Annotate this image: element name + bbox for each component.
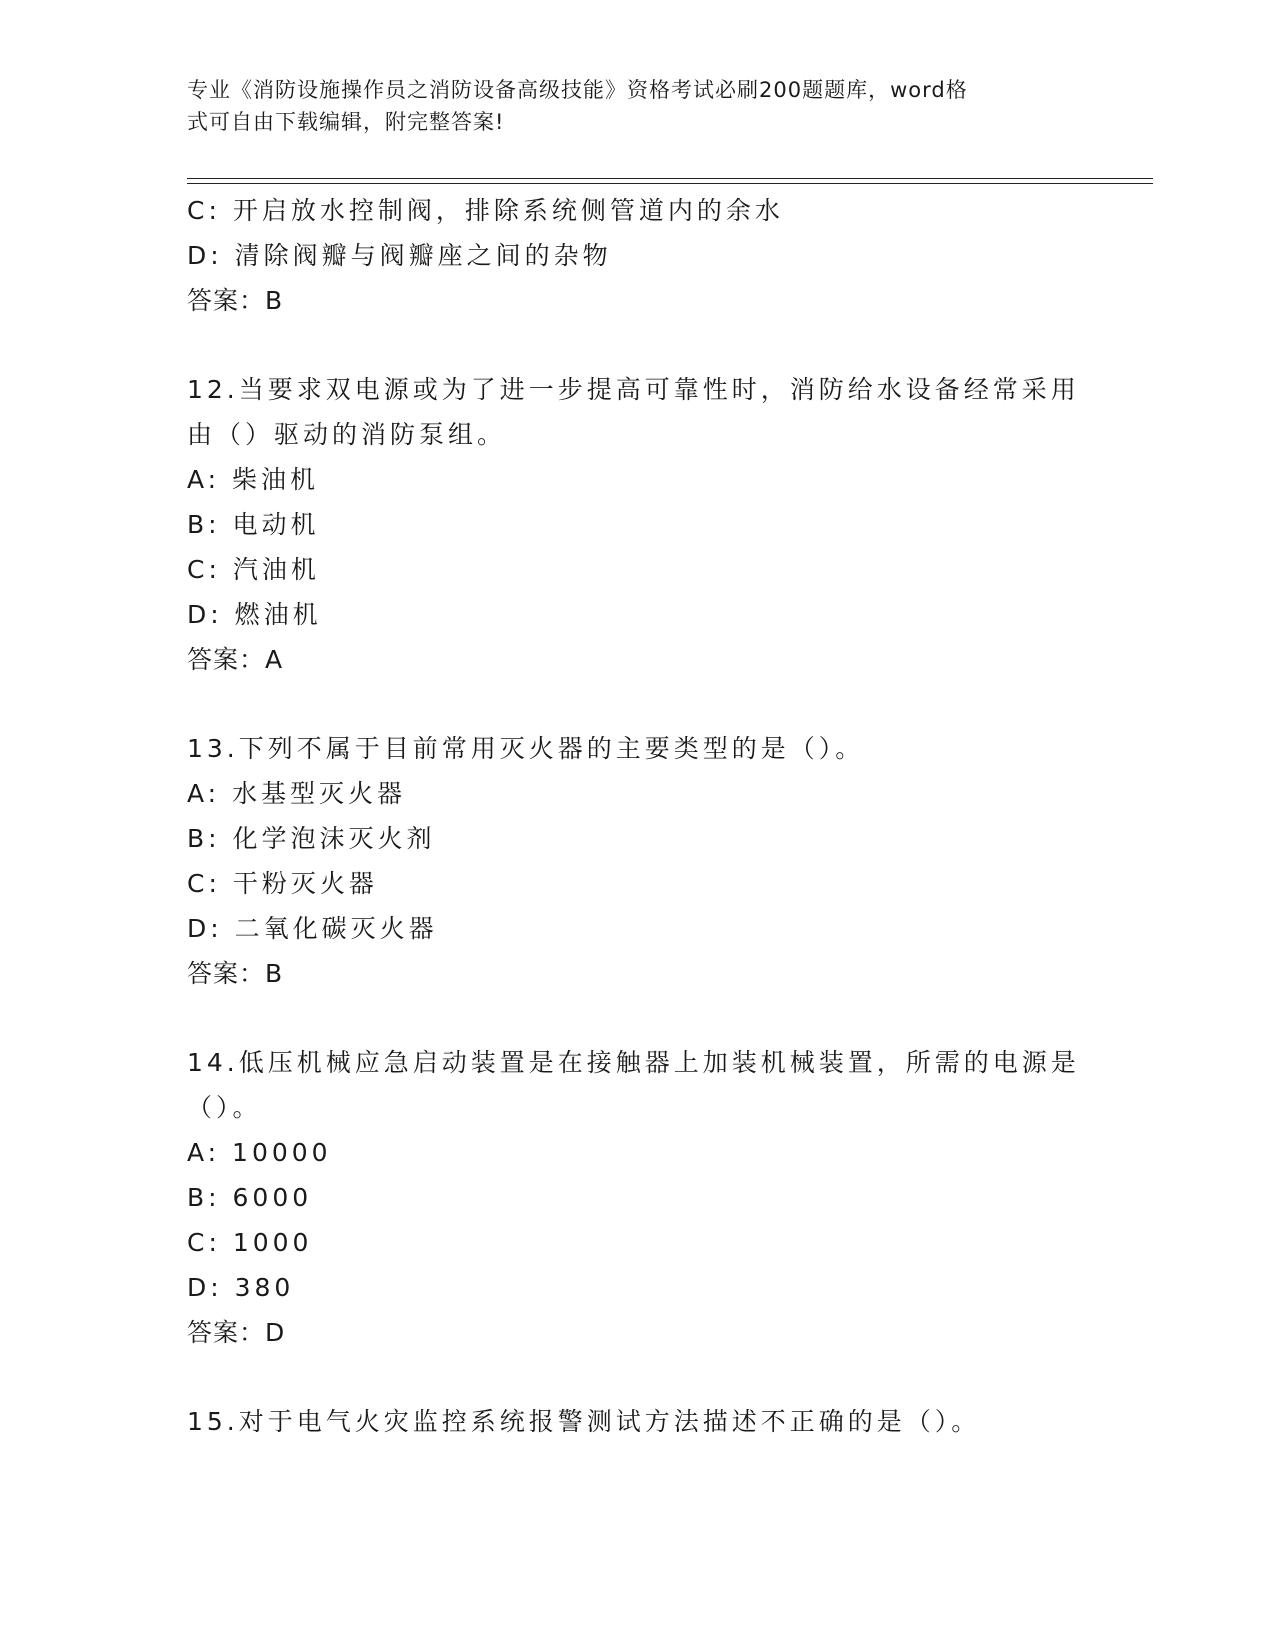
q14-option-b: B: 6000	[187, 1183, 313, 1212]
q12-stem-line-2: 由（）驱动的消防泵组。	[187, 420, 507, 449]
header-divider-top	[187, 178, 1153, 179]
q13-option-a: A: 水基型灭火器	[187, 779, 407, 808]
q14-option-a: A: 10000	[187, 1138, 332, 1167]
q14-stem-line-2: （）。	[187, 1093, 262, 1122]
q12-stem-line-1: 12.当要求双电源或为了进一步提高可靠性时，消防给水设备经常采用	[187, 375, 1080, 404]
q15-stem-line-1: 15.对于电气火灾监控系统报警测试方法描述不正确的是（）。	[187, 1407, 981, 1436]
q12-option-a: A: 柴油机	[187, 465, 320, 494]
q13-stem-line-1: 13.下列不属于目前常用灭火器的主要类型的是（）。	[187, 734, 865, 763]
q12-option-c: C: 汽油机	[187, 555, 320, 584]
document-header	[187, 74, 1077, 138]
q12-answer: 答案：A	[187, 645, 284, 674]
q12-option-d: D: 燃油机	[187, 600, 322, 629]
header-divider-bottom	[187, 183, 1153, 184]
q14-option-d: D: 380	[187, 1273, 295, 1302]
q14-answer: 答案：D	[187, 1318, 286, 1347]
prev-option-d: D: 清除阀瓣与阀瓣座之间的杂物	[187, 241, 612, 270]
q13-option-d: D: 二氧化碳灭火器	[187, 914, 438, 943]
q13-option-c: C: 干粉灭火器	[187, 869, 378, 898]
q12-option-b: B: 电动机	[187, 510, 320, 539]
q14-option-c: C: 1000	[187, 1228, 313, 1257]
q13-option-b: B: 化学泡沫灭火剂	[187, 824, 436, 853]
prev-answer: 答案：B	[187, 286, 284, 315]
header-line-2: 式可自由下载编辑，附完整答案!	[187, 110, 505, 134]
q14-stem-line-1: 14.低压机械应急启动装置是在接触器上加装机械装置，所需的电源是	[187, 1048, 1080, 1077]
q13-answer: 答案：B	[187, 959, 284, 988]
header-line-1: 专业《消防设施操作员之消防设备高级技能》资格考试必刷200题题库，word格	[187, 78, 968, 102]
prev-option-c: C: 开启放水控制阀，排除系统侧管道内的余水	[187, 196, 784, 225]
